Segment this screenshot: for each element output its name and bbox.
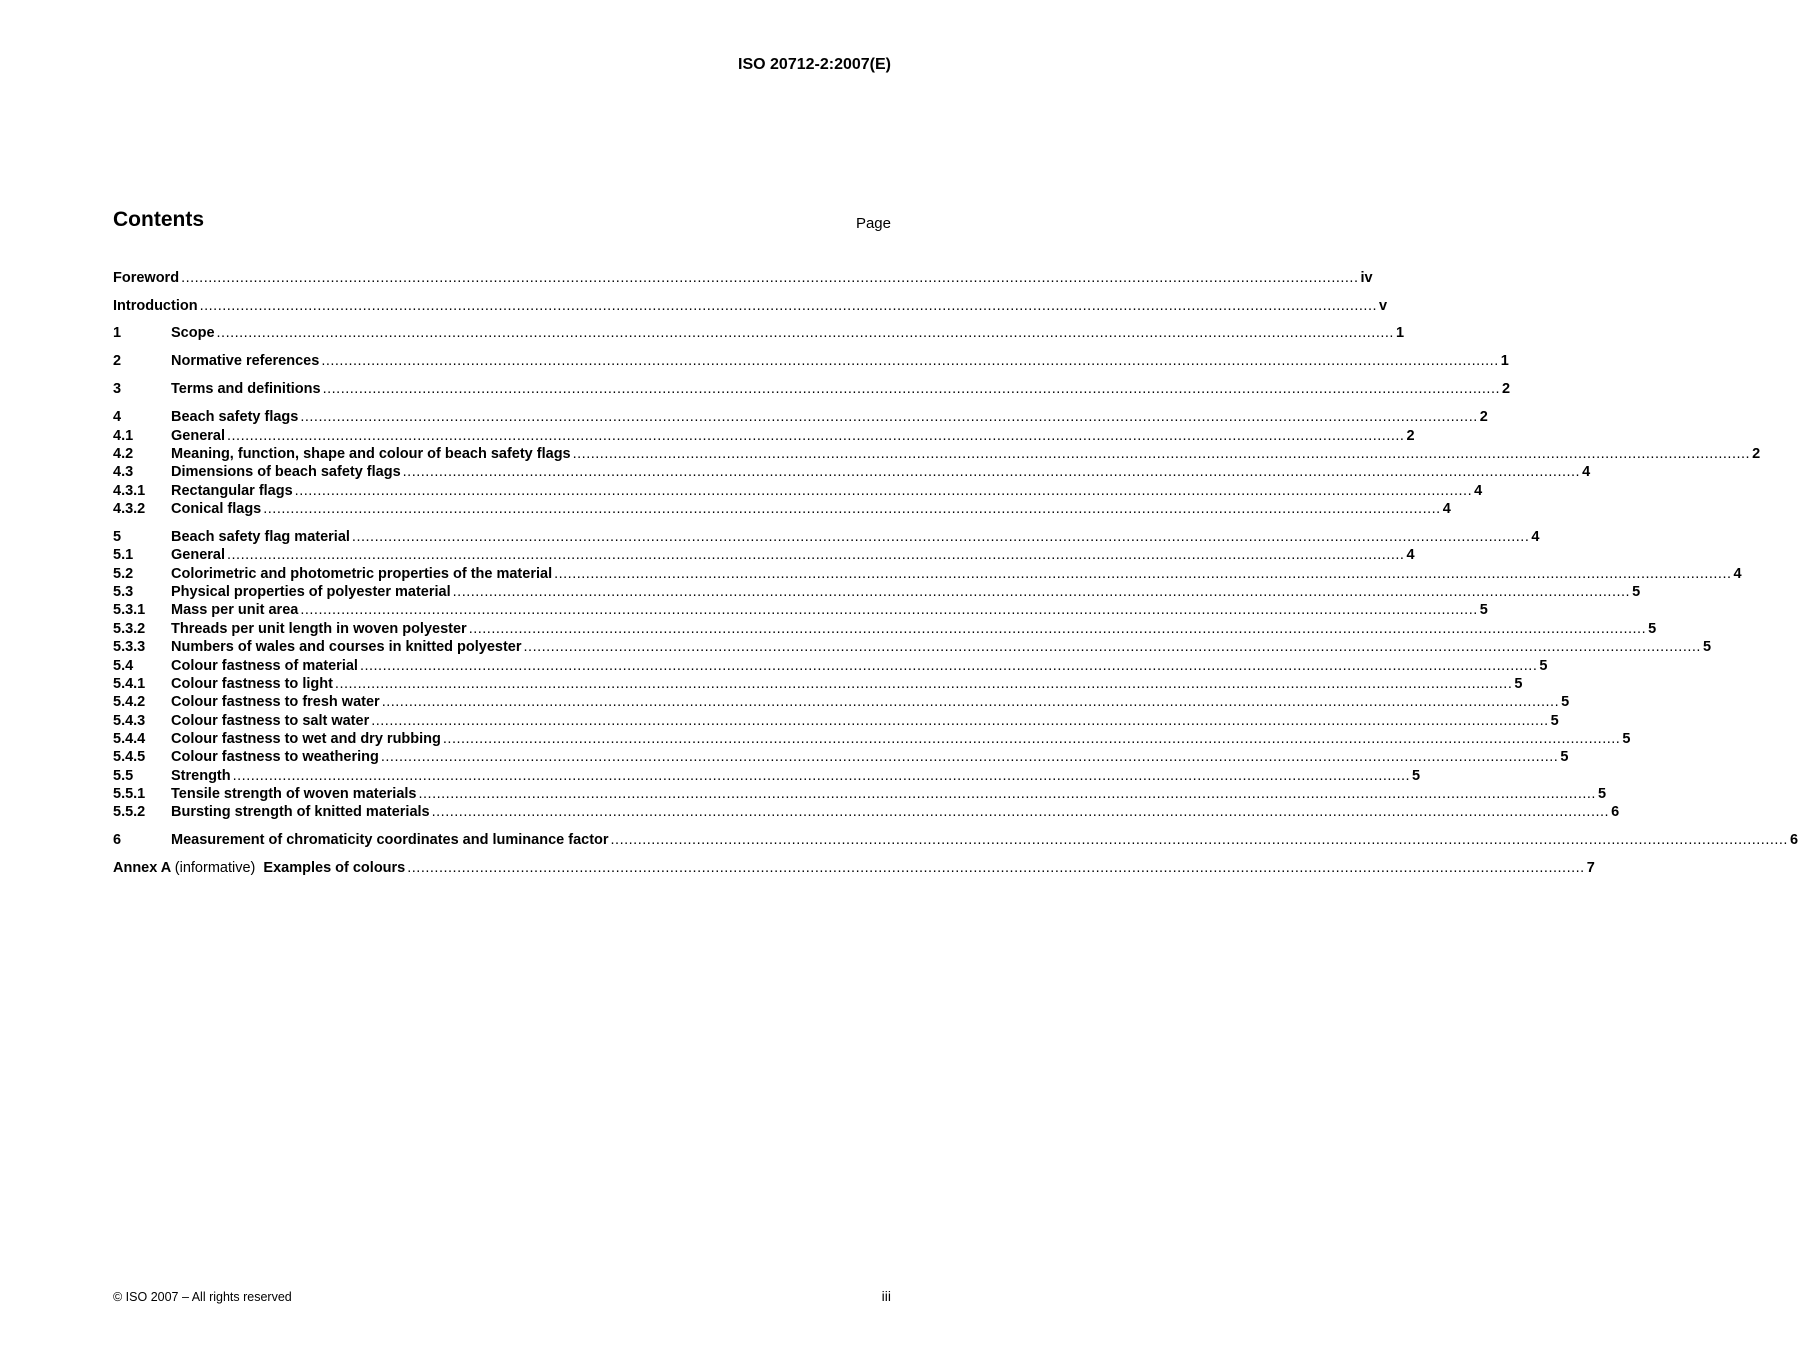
toc-entry-page: 4	[1406, 547, 1415, 563]
toc-entry[interactable]	[113, 409, 1488, 427]
copyright-notice: © ISO 2007 – All rights reserved	[113, 1290, 292, 1304]
toc-entry-title: Tensile strength of woven materials	[171, 786, 417, 802]
toc-entry[interactable]	[113, 658, 1548, 676]
toc-entry[interactable]	[113, 353, 1509, 371]
toc-entry-number: 5	[113, 529, 122, 545]
document-id: ISO 20712-2:2007(E)	[738, 56, 891, 73]
toc-entry[interactable]	[113, 768, 1421, 786]
toc-entry-title: Strength	[171, 768, 231, 784]
toc-entry-number: 4.3.2	[113, 501, 146, 517]
toc-entry-number: 2	[113, 353, 122, 369]
toc-entry-page: 2	[1479, 409, 1488, 425]
toc-entry-page: 2	[1502, 381, 1511, 397]
toc-entry-page: 5	[1550, 713, 1559, 729]
toc-entry-title: Colour fastness to light	[171, 676, 333, 692]
dot-leader: ....................................................................................................................................................................................................................................................................	[294, 483, 1473, 499]
toc-entry[interactable]	[113, 731, 1631, 749]
dot-leader: ....................................................................................................................................................................................................................................................................	[431, 804, 1610, 820]
dot-leader: ....................................................................................................................................................................................................................................................................	[263, 501, 1441, 517]
toc-entry-page: 1	[1395, 325, 1405, 341]
toc-entry-number: 5.4	[113, 658, 134, 674]
dot-leader: ....................................................................................................................................................................................................................................................................	[321, 353, 1499, 369]
dot-leader: ....................................................................................................................................................................................................................................................................	[359, 658, 1538, 674]
toc-entry-title: Colour fastness to fresh water	[171, 694, 380, 710]
toc-entry-number: 5.4.5	[113, 749, 146, 765]
toc-entry-title: Introduction	[113, 298, 198, 314]
toc-entry-number: 4.2	[113, 446, 134, 462]
toc-entry[interactable]	[113, 804, 1620, 822]
toc-entry-page: 5	[1702, 639, 1712, 655]
toc-entry-number: 5.4.3	[113, 713, 146, 729]
toc-entry-page: 5	[1514, 676, 1523, 692]
toc-entry[interactable]	[113, 464, 1591, 482]
toc-entry[interactable]	[113, 602, 1488, 620]
dot-leader: ....................................................................................................................................................................................................................................................................	[381, 694, 1560, 710]
dot-leader: ....................................................................................................................................................................................................................................................................	[572, 446, 1751, 462]
toc-entry-page: 6	[1611, 804, 1620, 820]
toc-entry-number: 5.3.2	[113, 621, 146, 637]
annex-title: Examples of colours	[263, 860, 406, 876]
toc-entry-page: 5	[1622, 731, 1631, 747]
toc-entry[interactable]	[113, 446, 1761, 464]
toc-entry-number: 1	[113, 325, 122, 341]
dot-leader: ....................................................................................................................................................................................................................................................................	[227, 547, 1405, 563]
toc-entry-page: 4	[1474, 483, 1483, 499]
toc-entry-title: Measurement of chromaticity coordinates and luminance factor	[171, 832, 609, 848]
toc-entry-title: Threads per unit length in woven polyester	[171, 621, 467, 637]
toc-entry[interactable]	[113, 501, 1451, 519]
annex-qualifier: (informative)	[174, 860, 256, 876]
toc-entry-page: 5	[1632, 584, 1641, 600]
toc-entry-title: Beach safety flags	[171, 409, 299, 425]
toc-entry-page: 2	[1752, 446, 1761, 462]
toc-entry-page: v	[1379, 298, 1388, 314]
dot-leader: ....................................................................................................................................................................................................................................................................	[322, 381, 1501, 397]
toc-entry-number: 4.3.1	[113, 483, 146, 499]
dot-leader: ....................................................................................................................................................................................................................................................................	[442, 731, 1621, 747]
dot-leader: ....................................................................................................................................................................................................................................................................	[610, 832, 1788, 848]
dot-leader: ....................................................................................................................................................................................................................................................................	[199, 298, 1378, 314]
toc-entry-title: Colour fastness to weathering	[171, 749, 379, 765]
toc-entry[interactable]	[113, 381, 1511, 399]
toc-entry-title: Colour fastness to salt water	[171, 713, 370, 729]
dot-leader: ....................................................................................................................................................................................................................................................................	[216, 325, 1394, 341]
toc-entry-title: Rectangular flags	[171, 483, 293, 499]
toc-entry-title: Mass per unit area	[171, 602, 299, 618]
toc-entry[interactable]	[113, 428, 1415, 446]
toc-entry-title: Colour fastness of material	[171, 658, 358, 674]
toc-entry-number: 5.1	[113, 547, 134, 563]
toc-entry-title: Numbers of wales and courses in knitted polyester	[171, 639, 522, 655]
toc-entry-title: Meaning, function, shape and colour of beach safety flags	[171, 446, 571, 462]
toc-entry-number: 5.4.4	[113, 731, 146, 747]
toc-entry-page: 5	[1560, 749, 1569, 765]
dot-leader: ....................................................................................................................................................................................................................................................................	[452, 584, 1631, 600]
toc-entry-title: Physical properties of polyester material	[171, 584, 451, 600]
toc-entry-page: 5	[1412, 768, 1421, 784]
toc-entry[interactable]	[113, 483, 1483, 501]
toc-entry-title: General	[171, 428, 225, 444]
dot-leader: ....................................................................................................................................................................................................................................................................	[300, 602, 1478, 618]
toc-entry[interactable]	[113, 786, 1607, 804]
toc-entry[interactable]	[113, 832, 1798, 850]
toc-entry[interactable]	[113, 298, 1388, 316]
dot-leader: ....................................................................................................................................................................................................................................................................	[407, 860, 1585, 876]
toc-entry[interactable]	[113, 325, 1405, 343]
dot-leader: ....................................................................................................................................................................................................................................................................	[232, 768, 1411, 784]
toc-entry-title: Colour fastness to wet and dry rubbing	[171, 731, 441, 747]
toc-entry-page: 2	[1406, 428, 1415, 444]
toc-entry-title: Bursting strength of knitted materials	[171, 804, 430, 820]
toc-entry-page: 6	[1789, 832, 1798, 848]
toc-entry-number: 4.3	[113, 464, 134, 480]
toc-entry-number: 5.4.1	[113, 676, 146, 692]
toc-entry[interactable]	[113, 749, 1569, 767]
toc-entry-page: 1	[1500, 353, 1509, 369]
toc-annex-entry[interactable]	[113, 860, 1595, 878]
toc-entry-number: 4	[113, 409, 122, 425]
dot-leader: ....................................................................................................................................................................................................................................................................	[351, 529, 1530, 545]
toc-entry-page: 4	[1733, 566, 1742, 582]
dot-leader: ....................................................................................................................................................................................................................................................................	[181, 270, 1359, 286]
contents-heading: Contents	[113, 208, 204, 231]
dot-leader: ....................................................................................................................................................................................................................................................................	[554, 566, 1732, 582]
toc-entry-title: Scope	[171, 325, 215, 341]
toc-entry-page: 4	[1442, 501, 1451, 517]
toc-entry[interactable]	[113, 270, 1373, 288]
toc-entry-title: Normative references	[171, 353, 320, 369]
toc-entry-number: 5.5	[113, 768, 134, 784]
toc-entry-number: 5.3.3	[113, 639, 146, 655]
dot-leader: ....................................................................................................................................................................................................................................................................	[380, 749, 1559, 765]
dot-leader: ....................................................................................................................................................................................................................................................................	[227, 428, 1405, 444]
dot-leader: ....................................................................................................................................................................................................................................................................	[371, 713, 1549, 729]
dot-leader: ....................................................................................................................................................................................................................................................................	[300, 409, 1478, 425]
toc-entry[interactable]	[113, 639, 1712, 657]
toc-entry-number: 5.4.2	[113, 694, 146, 710]
toc-entry-page: 5	[1539, 658, 1548, 674]
toc-entry-title: Terms and definitions	[171, 381, 321, 397]
toc-entry[interactable]	[113, 676, 1523, 694]
toc-entry[interactable]	[113, 529, 1540, 547]
dot-leader: ....................................................................................................................................................................................................................................................................	[523, 639, 1701, 655]
dot-leader: ....................................................................................................................................................................................................................................................................	[468, 621, 1647, 637]
toc-entry-page: 5	[1479, 602, 1488, 618]
toc-entry-title: Colorimetric and photometric properties of the material	[171, 566, 553, 582]
toc-entry-title: General	[171, 547, 225, 563]
toc-entry[interactable]	[113, 547, 1415, 565]
toc-entry-page: 4	[1531, 529, 1540, 545]
toc-entry[interactable]	[113, 694, 1570, 712]
toc-entry-number: 6	[113, 832, 122, 848]
toc-entry-number: 5.5.1	[113, 786, 146, 802]
toc-entry-page: 4	[1582, 464, 1591, 480]
toc-entry-page: 5	[1561, 694, 1570, 710]
page-column-label: Page	[855, 215, 891, 232]
toc-entry-number: 5.3.1	[113, 602, 146, 618]
toc-entry-title: Dimensions of beach safety flags	[171, 464, 401, 480]
toc-entry-page: 5	[1597, 786, 1607, 802]
toc-entry-title: Beach safety flag material	[171, 529, 350, 545]
page-number: iii	[881, 1288, 891, 1304]
toc-entry[interactable]	[113, 566, 1742, 584]
toc-entry-number: 5.3	[113, 584, 134, 600]
toc-entry-number: 4.1	[113, 428, 134, 444]
toc-entry-title: Conical flags	[171, 501, 262, 517]
toc-entry-page: 7	[1586, 860, 1595, 876]
toc-entry[interactable]	[113, 584, 1641, 602]
toc-entry-title: Foreword	[113, 270, 180, 286]
toc-entry-page: iv	[1360, 270, 1373, 286]
toc-annex-title	[113, 860, 405, 876]
dot-leader: ....................................................................................................................................................................................................................................................................	[334, 676, 1513, 692]
dot-leader: ....................................................................................................................................................................................................................................................................	[402, 464, 1581, 480]
toc-entry-number: 5.2	[113, 566, 134, 582]
toc-entry-number: 5.5.2	[113, 804, 146, 820]
toc-entry[interactable]	[113, 621, 1657, 639]
toc-entry-page: 5	[1648, 621, 1657, 637]
dot-leader: ....................................................................................................................................................................................................................................................................	[418, 786, 1596, 802]
toc-entry-number: 3	[113, 381, 122, 397]
annex-label: Annex A	[113, 860, 171, 876]
toc-entry[interactable]	[113, 713, 1559, 731]
